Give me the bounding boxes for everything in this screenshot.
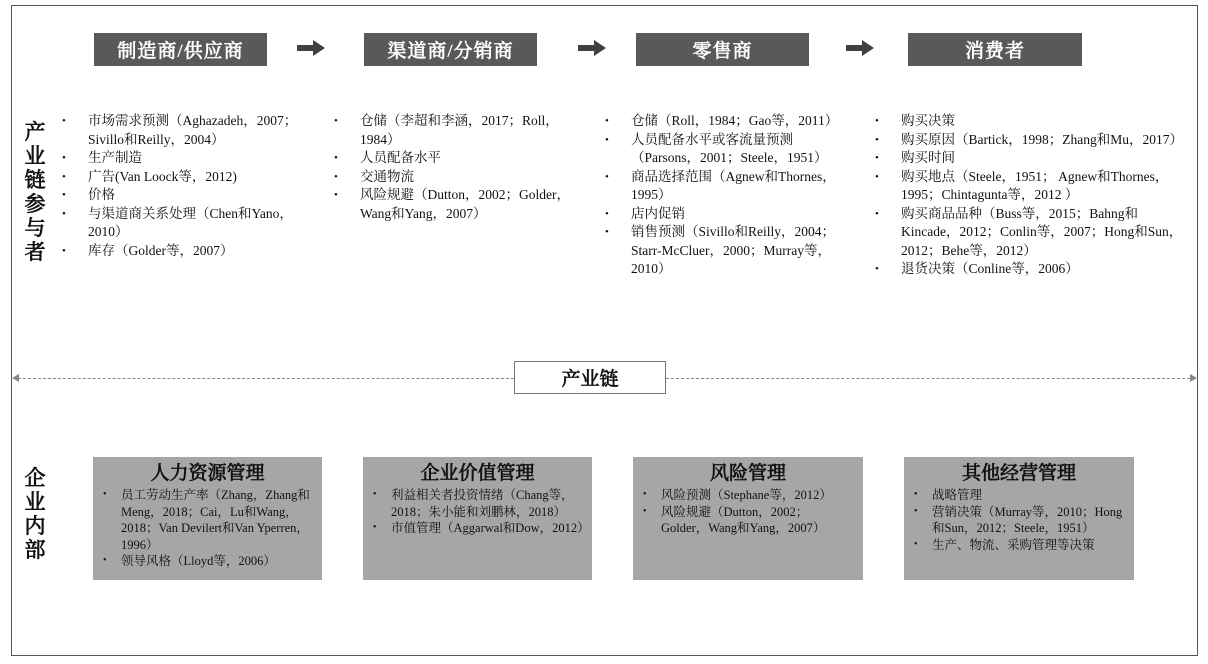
mgmt-title: 人力资源管理 — [150, 463, 265, 484]
list-item: • 战略管理 — [912, 487, 1126, 504]
list-item: • 交通物流 — [332, 168, 570, 187]
flow-arrow-icon — [297, 38, 327, 58]
list-item: • 库存（Golder等，2007） — [60, 242, 300, 261]
list-item: • 领导风格（Lloyd等，2006） — [101, 553, 314, 570]
chain-label: 产业链 — [514, 361, 666, 394]
list-item: • 市场需求预测（Aghazadeh，2007；Sivillo和Reilly，2004） — [60, 112, 300, 149]
stage-manufacturer: 制造商/供应商 — [94, 33, 267, 66]
internal-label-char: 内 — [24, 514, 46, 538]
list-item: • 购买地点（Steele，1951； Agnew和Thornes，1995；Chintagunta等，2012 ） — [873, 168, 1183, 205]
mgmt-title: 其他经营管理 — [961, 463, 1076, 484]
manufacturer-list — [60, 112, 300, 260]
value-management-box — [363, 457, 592, 580]
list-item: • 退货决策（Conline等，2006） — [873, 260, 1183, 279]
retailer-list — [603, 112, 843, 279]
list-item: • 商品选择范围（Agnew和Thornes，1995） — [603, 168, 843, 205]
list-item: • 购买原因（Bartick，1998；Zhang和Mu，2017） — [873, 131, 1183, 150]
list-item: • 市值管理（Aggarwal和Dow，2012） — [371, 520, 584, 537]
mgmt-list — [641, 487, 855, 537]
list-item: • 风险规避（Dutton，2002；Golder，Wang和Yang，2007） — [332, 186, 570, 223]
list-item: • 风险规避（Dutton，2002；Golder，Wang和Yang，2007） — [641, 504, 855, 537]
risk-management-box — [633, 457, 863, 580]
list-item: • 购买决策 — [873, 112, 1183, 131]
list-item: • 广告(Van Loock等，2012) — [60, 168, 300, 187]
mgmt-title: 企业价值管理 — [420, 463, 535, 484]
chain-line-right — [666, 378, 1190, 379]
right-arrowhead-icon — [1190, 374, 1197, 382]
list-item: • 与渠道商关系处理（Chen和Yano，2010） — [60, 205, 300, 242]
list-item: • 销售预测（Sivillo和Reilly，2004； Starr-McCluer，2000；Murray等，2010） — [603, 223, 843, 279]
list-item: • 营销决策（Murray等，2010；Hong和Sun，2012；Steele，1951） — [912, 504, 1126, 537]
participants-label-char: 参 — [24, 192, 46, 216]
internal-label-char: 部 — [24, 538, 46, 562]
participants-label-char: 与 — [24, 216, 46, 240]
participants-label-char: 产 — [24, 120, 46, 144]
stage-distributor: 渠道商/分销商 — [364, 33, 537, 66]
other-management-box — [904, 457, 1134, 580]
participants-label-char: 者 — [24, 240, 46, 264]
list-item: • 员工劳动生产率（Zhang，Zhang和Meng，2018；Cai，Lu和Wang，2018；Van Devilert和Van Yperren，1996） — [101, 487, 314, 553]
chain-line-left — [18, 378, 514, 379]
list-item: • 人员配备水平 — [332, 149, 570, 168]
list-item: • 风险预测（Stephane等，2012） — [641, 487, 855, 504]
distributor-list — [332, 112, 570, 223]
list-item: • 店内促销 — [603, 205, 843, 224]
list-item: • 生产、物流、采购管理等决策 — [912, 537, 1126, 554]
consumer-list — [873, 112, 1183, 279]
mgmt-list — [912, 487, 1126, 553]
internal-label-char: 企 — [24, 466, 46, 490]
mgmt-list — [101, 487, 314, 570]
stage-consumer: 消费者 — [908, 33, 1082, 66]
list-item: • 购买商品品种（Buss等，2015；Bahng和Kincade，2012；Conlin等，2007；Hong和Sun，2012；Behe等，2012） — [873, 205, 1183, 261]
stage-retailer: 零售商 — [636, 33, 809, 66]
list-item: • 利益相关者投资情绪（Chang等，2018；朱小能和刘鹏林，2018） — [371, 487, 584, 520]
hr-management-box — [93, 457, 322, 580]
list-item: • 仓储（Roll，1984；Gao等，2011） — [603, 112, 843, 131]
flow-arrow-icon — [846, 38, 876, 58]
participants-label — [22, 120, 48, 264]
list-item: • 购买时间 — [873, 149, 1183, 168]
participants-label-char: 业 — [24, 144, 46, 168]
mgmt-title: 风险管理 — [709, 463, 786, 484]
participants-label-char: 链 — [24, 168, 46, 192]
internal-label-char: 业 — [24, 490, 46, 514]
list-item: • 仓储（李超和李涵，2017；Roll，1984） — [332, 112, 570, 149]
list-item: • 生产制造 — [60, 149, 300, 168]
mgmt-list — [371, 487, 590, 537]
flow-arrow-icon — [578, 38, 608, 58]
internal-label — [22, 466, 48, 562]
list-item: • 人员配备水平或客流量预测（Parsons，2001；Steele，1951） — [603, 131, 843, 168]
list-item: • 价格 — [60, 186, 300, 205]
